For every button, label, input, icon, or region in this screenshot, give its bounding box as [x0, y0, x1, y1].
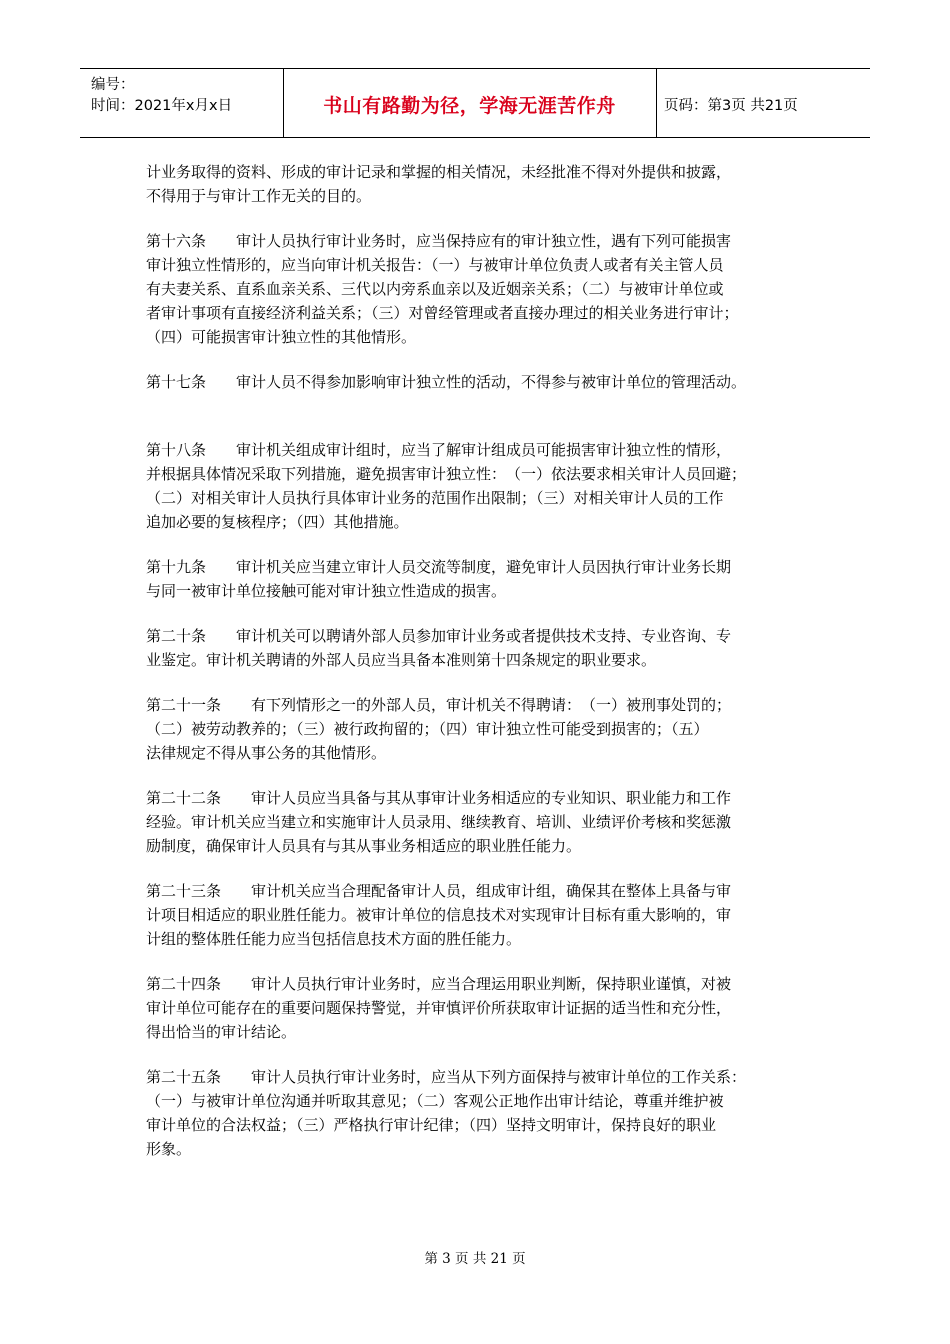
text-line: 计业务取得的资料、形成的审计记录和掌握的相关情况，未经批准不得对外提供和披露， — [146, 163, 732, 181]
text-line: 第十九条 审计机关应当建立审计人员交流等制度，避免审计人员因执行审计业务长期 — [146, 558, 732, 576]
motto: 书山有路勤为径，学海无涯苦作舟 — [323, 95, 616, 117]
article-19 — [146, 555, 814, 603]
text-line: 励制度，确保审计人员具有与其从事业务相适应的职业胜任能力。 — [146, 837, 582, 855]
article-18 — [146, 438, 814, 534]
text-line: 第二十一条 有下列情形之一的外部人员，审计机关不得聘请： （一）被刑事处罚的； — [146, 696, 732, 714]
article-25 — [146, 1065, 814, 1161]
serial-number-label: 编号： — [91, 77, 135, 93]
text-line: 计组的整体胜任能力应当包括信息技术方面的胜任能力。 — [146, 930, 522, 948]
text-line: （一）与被审计单位沟通并听取其意见；（二）客观公正地作出审计结论，尊重并维护被 — [146, 1092, 724, 1110]
text-line: 业鉴定。审计机关聘请的外部人员应当具备本准则第十四条规定的职业要求。 — [146, 651, 657, 669]
text-line: 第二十三条 审计机关应当合理配备审计人员，组成审计组，确保其在整体上具备与审 — [146, 882, 732, 900]
page-footer: 第 3 页 共 21 页 — [424, 1251, 526, 1267]
article-24 — [146, 972, 814, 1044]
paragraph — [146, 160, 814, 208]
text-line: 与同一被审计单位接触可能对审计独立性造成的损害。 — [146, 582, 507, 600]
text-line: 第二十二条 审计人员应当具备与其从事审计业务相适应的专业知识、职业能力和工作 — [146, 789, 732, 807]
article-17 — [146, 370, 814, 394]
text-line: 第二十五条 审计人员执行审计业务时，应当从下列方面保持与被审计单位的工作关系： — [146, 1068, 747, 1086]
text-line: 第二十四条 审计人员执行审计业务时，应当合理运用职业判断，保持职业谨慎，对被 — [146, 975, 732, 993]
text-line: 形象。 — [146, 1140, 192, 1158]
page-header — [80, 68, 870, 138]
text-line: 有夫妻关系、直系血亲关系、三代以内旁系血亲以及近姻亲关系；（二）与被审计单位或 — [146, 280, 724, 298]
text-line: 第二十条 审计机关可以聘请外部人员参加审计业务或者提供技术支持、专业咨询、专 — [146, 627, 732, 645]
article-21 — [146, 693, 814, 765]
text-line: 审计单位的合法权益；（三）严格执行审计纪律；（四）坚持文明审计，保持良好的职业 — [146, 1116, 717, 1134]
article-23 — [146, 879, 814, 951]
text-line: 经验。审计机关应当建立和实施审计人员录用、继续教育、培训、业绩评价考核和奖惩激 — [146, 813, 732, 831]
text-line: 者审计事项有直接经济利益关系；（三）对曾经管理或者直接办理过的相关业务进行审计； — [146, 304, 739, 322]
page-info: 页码：第3页 共21页 — [664, 98, 798, 114]
text-line: 不得用于与审计工作无关的目的。 — [146, 187, 372, 205]
text-line: 法律规定不得从事公务的其他情形。 — [146, 744, 387, 762]
text-line: 第十八条 审计机关组成审计组时，应当了解审计组成员可能损害审计独立性的情形， — [146, 441, 732, 459]
text-line: （四）可能损害审计独立性的其他情形。 — [146, 328, 417, 346]
article-16 — [146, 229, 814, 349]
text-line: 得出恰当的审计结论。 — [146, 1023, 297, 1041]
document-body — [146, 160, 814, 1161]
text-line: 审计独立性情形的，应当向审计机关报告：（一）与被审计单位负责人或者有关主管人员 — [146, 256, 724, 274]
time-label: 时间：2021年x月x日 — [91, 98, 233, 114]
header-page-cell — [656, 69, 870, 137]
header-meta-cell — [80, 69, 284, 137]
text-line: 并根据具体情况采取下列措施，避免损害审计独立性： （一）依法要求相关审计人员回避； — [146, 465, 747, 483]
text-line: 追加必要的复核程序；（四）其他措施。 — [146, 513, 409, 531]
text-line: （二）被劳动教养的；（三）被行政拘留的；（四）审计独立性可能受到损害的；（五） — [146, 720, 709, 738]
text-line: 第十七条 审计人员不得参加影响审计独立性的活动，不得参与被审计单位的管理活动。 — [146, 373, 747, 391]
text-line: 审计单位可能存在的重要问题保持警觉，并审慎评价所获取审计证据的适当性和充分性， — [146, 999, 732, 1017]
text-line: 计项目相适应的职业胜任能力。被审计单位的信息技术对实现审计目标有重大影响的，审 — [146, 906, 732, 924]
text-line: （二）对相关审计人员执行具体审计业务的范围作出限制；（三）对相关审计人员的工作 — [146, 489, 724, 507]
header-motto-cell — [283, 69, 657, 137]
article-22 — [146, 786, 814, 858]
article-20 — [146, 624, 814, 672]
text-line: 第十六条 审计人员执行审计业务时，应当保持应有的审计独立性，遇有下列可能损害 — [146, 232, 732, 250]
